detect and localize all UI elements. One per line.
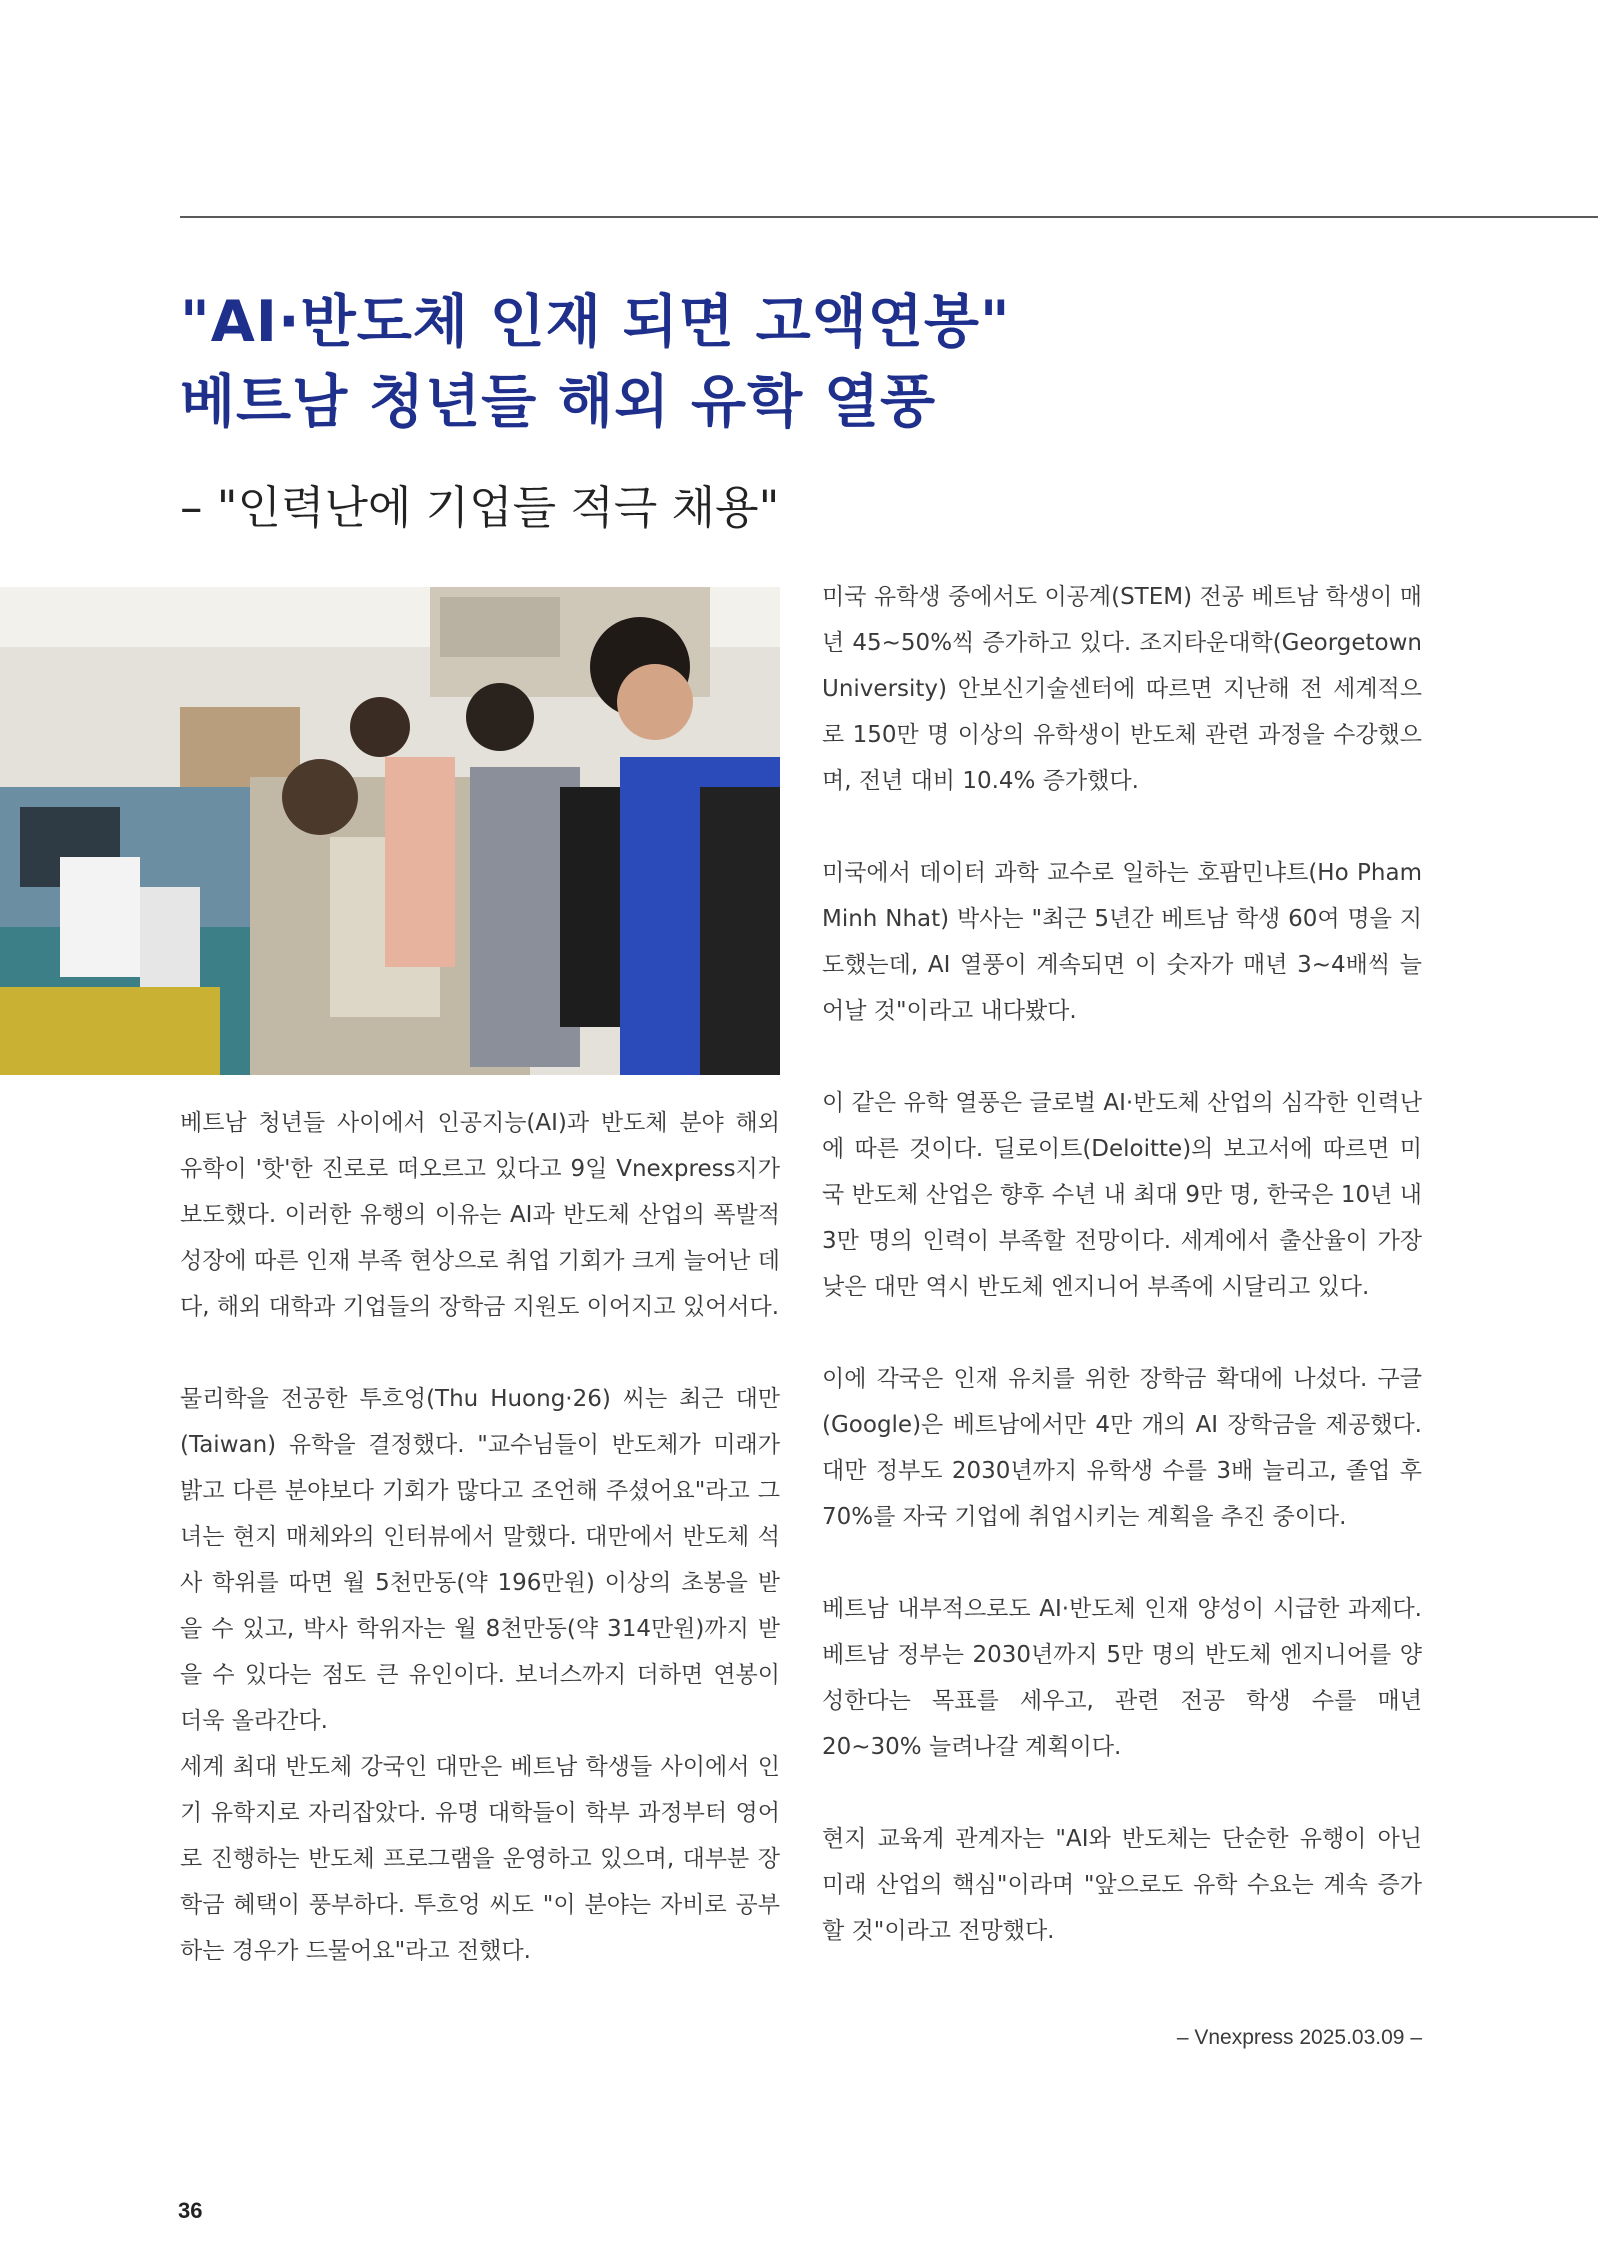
top-rule [180, 216, 1598, 218]
left-paragraph-1: 베트남 청년들 사이에서 인공지능(AI)과 반도체 분야 해외 유학이 '핫'한 진로로 떠오르고 있다고 9일 Vnexpress지가 보도했다. 이러한 유행의 이유는 AI과 반도체 산업의 폭발적 성장에 따른 인재 부족 현상으로 취업 기회가 크게 늘어난 데다, 해외 대학과 기업들의 장학금 지원도 이어지고 있어서다. [180, 1110, 780, 1320]
lab-students-photo [0, 587, 780, 1075]
right-column [822, 574, 1422, 1954]
subheadline: – "인력난에 기업들 적극 채용" [180, 481, 780, 534]
article-photo [0, 587, 780, 1075]
headline-line-1: "AI·반도체 인재 되면 고액연봉" [180, 289, 1011, 355]
headline-line-2: 베트남 청년들 해외 유학 열풍 [180, 369, 937, 435]
right-paragraph-1: 미국 유학생 중에서도 이공계(STEM) 전공 베트남 학생이 매년 45~50%씩 증가하고 있다. 조지타운대학(Georgetown University) 안보신기술센터에 따르면 지난해 전 세계적으로 150만 명 이상의 유학생이 반도체 관련 과정을 수강했으며, 전년 대비 10.4% 증가했다. [822, 584, 1422, 794]
headline [180, 282, 1011, 442]
right-paragraph-2: 미국에서 데이터 과학 교수로 일하는 호팜민냐트(Ho Pham Minh Nhat) 박사는 "최근 5년간 베트남 학생 60여 명을 지도했는데, AI 열풍이 계속되면 이 숫자가 매년 3~4배씩 늘어날 것"이라고 내다봤다. [822, 860, 1422, 1024]
right-paragraph-3: 이 같은 유학 열풍은 글로벌 AI·반도체 산업의 심각한 인력난에 따른 것이다. 딜로이트(Deloitte)의 보고서에 따르면 미국 반도체 산업은 향후 수년 내 최대 9만 명, 한국은 10년 내 3만 명의 인력이 부족할 전망이다. 세계에서 출산율이 가장 낮은 대만 역시 반도체 엔지니어 부족에 시달리고 있다. [822, 1090, 1422, 1300]
right-paragraph-6: 현지 교육계 관계자는 "AI와 반도체는 단순한 유행이 아닌 미래 산업의 핵심"이라며 "앞으로도 유학 수요는 계속 증가할 것"이라고 전망했다. [822, 1826, 1422, 1944]
left-paragraph-3: 세계 최대 반도체 강국인 대만은 베트남 학생들 사이에서 인기 유학지로 자리잡았다. 유명 대학들이 학부 과정부터 영어로 진행하는 반도체 프로그램을 운영하고 있으며, 대부분 장학금 혜택이 풍부하다. 투흐엉 씨도 "이 분야는 자비로 공부하는 경우가 드물어요"라고 전했다. [180, 1754, 780, 1964]
right-paragraph-4: 이에 각국은 인재 유치를 위한 장학금 확대에 나섰다. 구글(Google)은 베트남에서만 4만 개의 AI 장학금을 제공했다. 대만 정부도 2030년까지 유학생 수를 3배 늘리고, 졸업 후 70%를 자국 기업에 취업시키는 계획을 추진 중이다. [822, 1366, 1422, 1530]
page-number: 36 [178, 2198, 203, 2223]
left-column [180, 1100, 780, 1974]
left-paragraph-2: 물리학을 전공한 투흐엉(Thu Huong·26) 씨는 최근 대만(Taiwan) 유학을 결정했다. "교수님들이 반도체가 미래가 밝고 다른 분야보다 기회가 많다고 조언해 주셨어요"라고 그녀는 현지 매체와의 인터뷰에서 말했다. 대만에서 반도체 석사 학위를 따면 월 5천만동(약 196만원) 이상의 초봉을 받을 수 있고, 박사 학위자는 월 8천만동(약 314만원)까지 받을 수 있다는 점도 큰 유인이다. 보너스까지 더하면 연봉이 더욱 올라간다. [180, 1386, 780, 1734]
right-paragraph-5: 베트남 내부적으로도 AI·반도체 인재 양성이 시급한 과제다. 베트남 정부는 2030년까지 5만 명의 반도체 엔지니어를 양성한다는 목표를 세우고, 관련 전공 학생 수를 매년 20~30% 늘려나갈 계획이다. [822, 1596, 1422, 1760]
source-credit: – Vnexpress 2025.03.09 – [1176, 2026, 1422, 2049]
